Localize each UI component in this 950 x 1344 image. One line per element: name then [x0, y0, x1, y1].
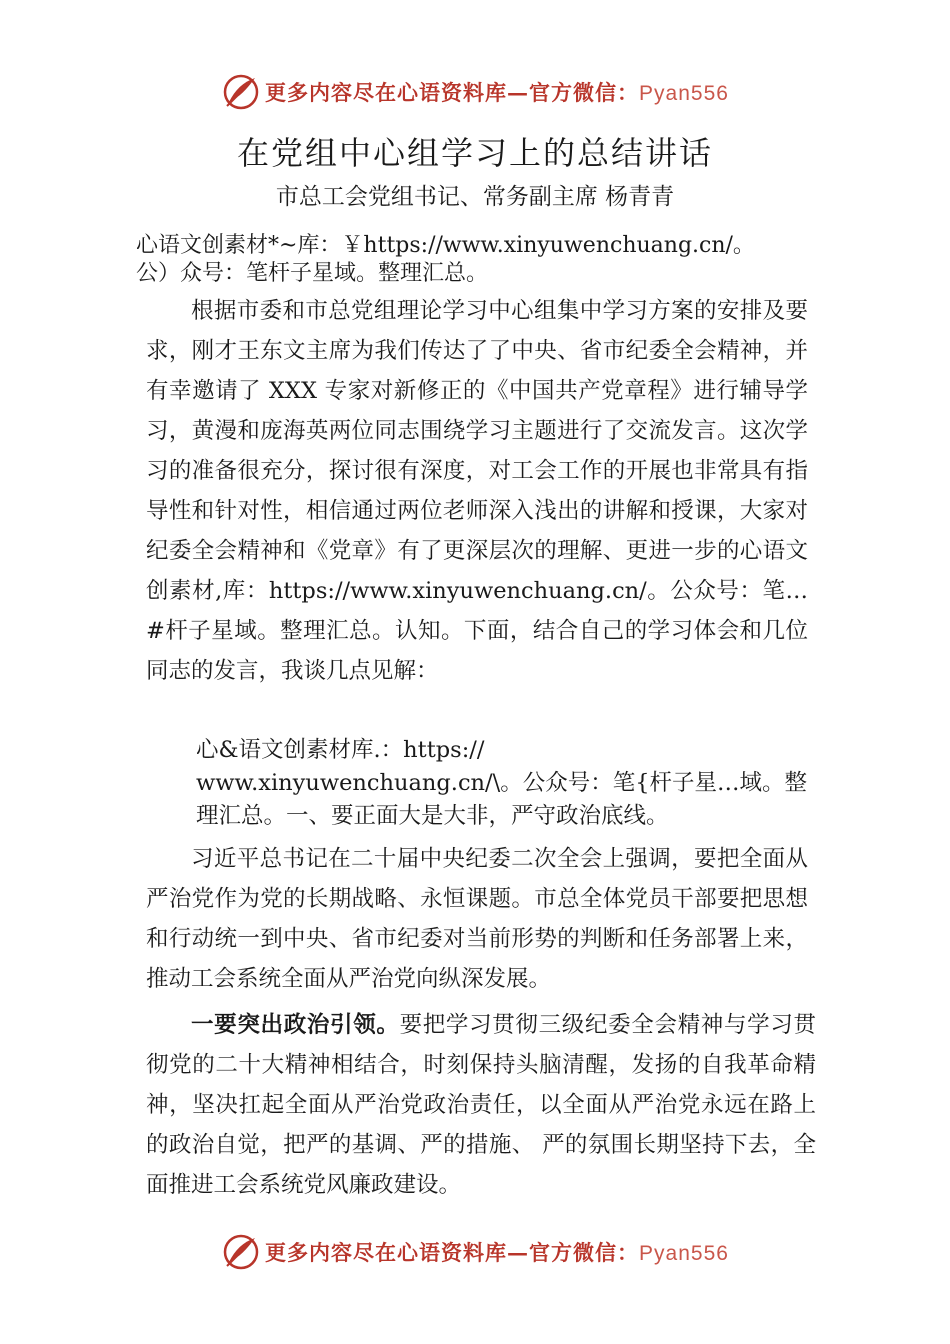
paragraph-2	[196, 734, 836, 833]
intro-line-1: 心语文创素材*~库：￥https://www.xinyuwenchuang.cn/。	[136, 233, 755, 258]
banner-wechat-id: Pyan556	[639, 82, 729, 105]
banner-text	[265, 77, 729, 107]
paragraph-1: 根据市委和市总党组理论学习中心组集中学习方案的安排及要求，刚才王东文主席为我们传达了了中央、省市纪委全会精神，并有幸邀请了 XXX 专家对新修正的《中国共产党章程》进行辅导学习，黄漫和庞海英两位同志围绕学习主题进行了交流发言。这次学习的准备很充分，探讨很有深度，对工会工作的开展也非常具有指导性和针对性，相信通过两位老师深入浅出的讲解和授课，大家对纪委全会精神和《党章》有了更深层次的理解、更进一步的心语文创素材,库：https://www.xinyuwenchuang.cn/。公众号：笔…#杆子星域。整理汇总。认知。下面，结合自己的学习体会和几位同志的发言，我谈几点见解：	[146, 298, 808, 684]
intro-line-2: 公）众号：笔杆子星域。整理汇总。	[136, 261, 489, 286]
document-title: 在党组中心组学习上的总结讲话	[236, 134, 713, 172]
intro-note	[136, 232, 796, 288]
footer-banner	[0, 1232, 950, 1272]
paragraph-2-line-2: www.xinyuwenchuang.cn/\。公众号：笔{杆子星…域。整	[196, 770, 808, 796]
feather-quill-logo-icon	[221, 1232, 261, 1272]
paragraph-3: 习近平总书记在二十届中央纪委二次全会上强调，要把全面从严治党作为党的长期战略、永恒课题。市总全体党员干部要把思想和行动统一到中央、省市纪委对当前形势的判断和任务部署上来，推动工会系统全面从严治党向纵深发展。	[146, 846, 808, 992]
banner-slogan: 更多内容尽在心语资料库—官方微信：	[265, 1240, 640, 1265]
paragraph-4-lead: 一要突出政治引领。	[191, 1012, 400, 1038]
document-subtitle: 市总工会党组书记、常务副主席 杨青青	[275, 184, 675, 210]
paragraph-2-line-3: 理汇总。一、要正面大是大非，严守政治底线。	[196, 803, 669, 829]
paragraph-4-body: 要把学习贯彻三级纪委全会精神与学习贯彻党的二十大精神相结合，时刻保持头脑清醒，发扬的自我革命精神，坚决扛起全面从严治党政治责任，以全面从严治党永远在路上的政治自觉，把严的基调、严的措施、 严的氛围长期坚持下去，全面推进工会系统党风廉政建设。	[146, 1012, 816, 1198]
banner-wechat-id: Pyan556	[639, 1242, 729, 1265]
paragraph-4	[146, 1005, 816, 1205]
banner-slogan: 更多内容尽在心语资料库—官方微信：	[265, 80, 640, 105]
banner-text	[265, 1237, 729, 1267]
paragraph-2-line-1: 心&语文创素材库.：https://	[196, 737, 485, 763]
feather-quill-logo-icon	[221, 72, 261, 112]
header-banner	[0, 72, 950, 112]
